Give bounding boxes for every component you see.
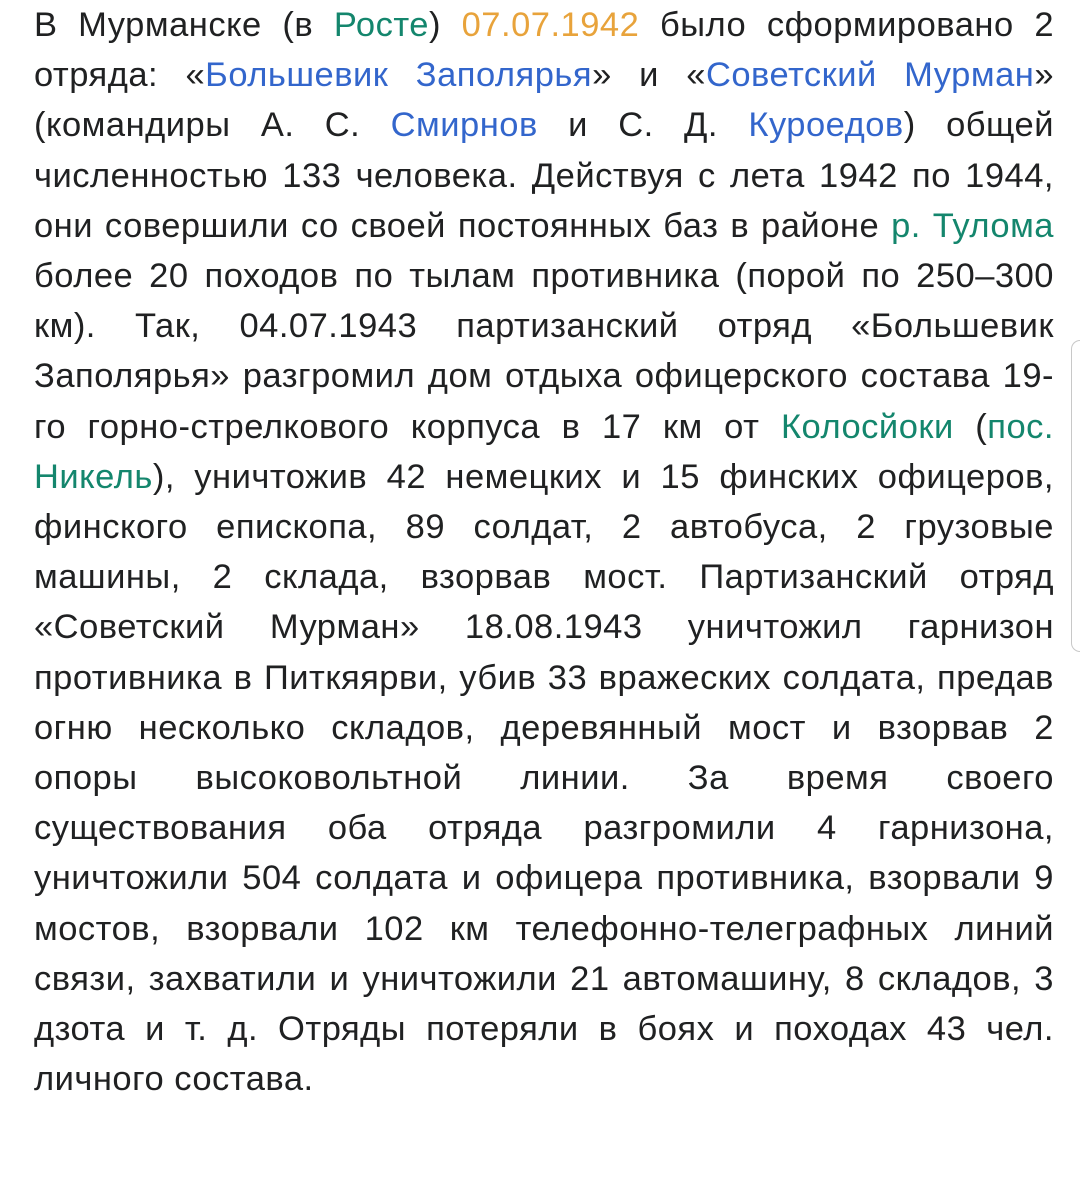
text-segment: и С. Д.: [537, 106, 749, 145]
link-smirnov[interactable]: Смирнов: [390, 106, 538, 145]
link-date-1942[interactable]: 07.07.1942: [461, 6, 640, 44]
link-kolosyoki[interactable]: Колосйоки: [780, 407, 954, 446]
link-rosta[interactable]: Росте: [333, 6, 429, 44]
link-tuloma[interactable]: р. Тулома: [891, 206, 1054, 245]
text-segment: было сформировано 2 отряда: «: [34, 6, 1055, 95]
text-segment: ) общей численностью 133 человека. Действуя с лета 1942 по 1944, они совершили со своей постоянных баз в районе: [34, 106, 1054, 245]
link-sovetsky-murman[interactable]: Советский Мурман: [705, 56, 1035, 95]
text-segment: (: [953, 407, 988, 446]
link-nikel[interactable]: пос. Никель: [34, 407, 1055, 496]
article-body: [34, 0, 1054, 1104]
paragraph: [34, 0, 1054, 1104]
text-segment: более 20 походов по тылам противника (порой по 250–300 км). Так, 04.07.1943 партизанский отряд «Большевик Заполярья» разгромил дом отдыха офицерского состава 19-го горно-стрелкового корпуса в 17 км от: [34, 257, 1054, 446]
text-segment: В Мурманске (в: [34, 6, 334, 44]
text-segment: ), уничтожив 42 немецких и 15 финских офицеров, финского епископа, 89 солдат, 2 автобуса, 2 грузовые машины, 2 склада, взорвав мост. Партизанский отряд «Советский Мурман» 18.08.1943 уничтожил гарнизон противника в Питкяярви, убив 33 вражеских солдата, предав огню несколько складов, деревянный мост и взорвав 2 опоры высоковольтной линии. За время своего существования оба отряда разгромили 4 гарнизона, уничтожили 504 солдата и офицера противника, взорвали 9 мостов, взорвали 102 км телефонно-телеграфных линий связи, захватили и уничтожили 21 автомашину, 8 складов, 3 дзота и т. д. Отряды потеряли в боях и походах 43 чел. личного состава.: [34, 457, 1054, 1099]
scroll-handle[interactable]: [1071, 340, 1080, 652]
text-segment: » (командиры А. С.: [34, 56, 1055, 145]
text-segment: ): [428, 6, 462, 44]
text-segment: » и «: [592, 56, 706, 95]
link-bolshevik-zapolyarya[interactable]: Большевик Заполярья: [205, 56, 593, 95]
link-kuroedov[interactable]: Куроедов: [748, 106, 904, 145]
